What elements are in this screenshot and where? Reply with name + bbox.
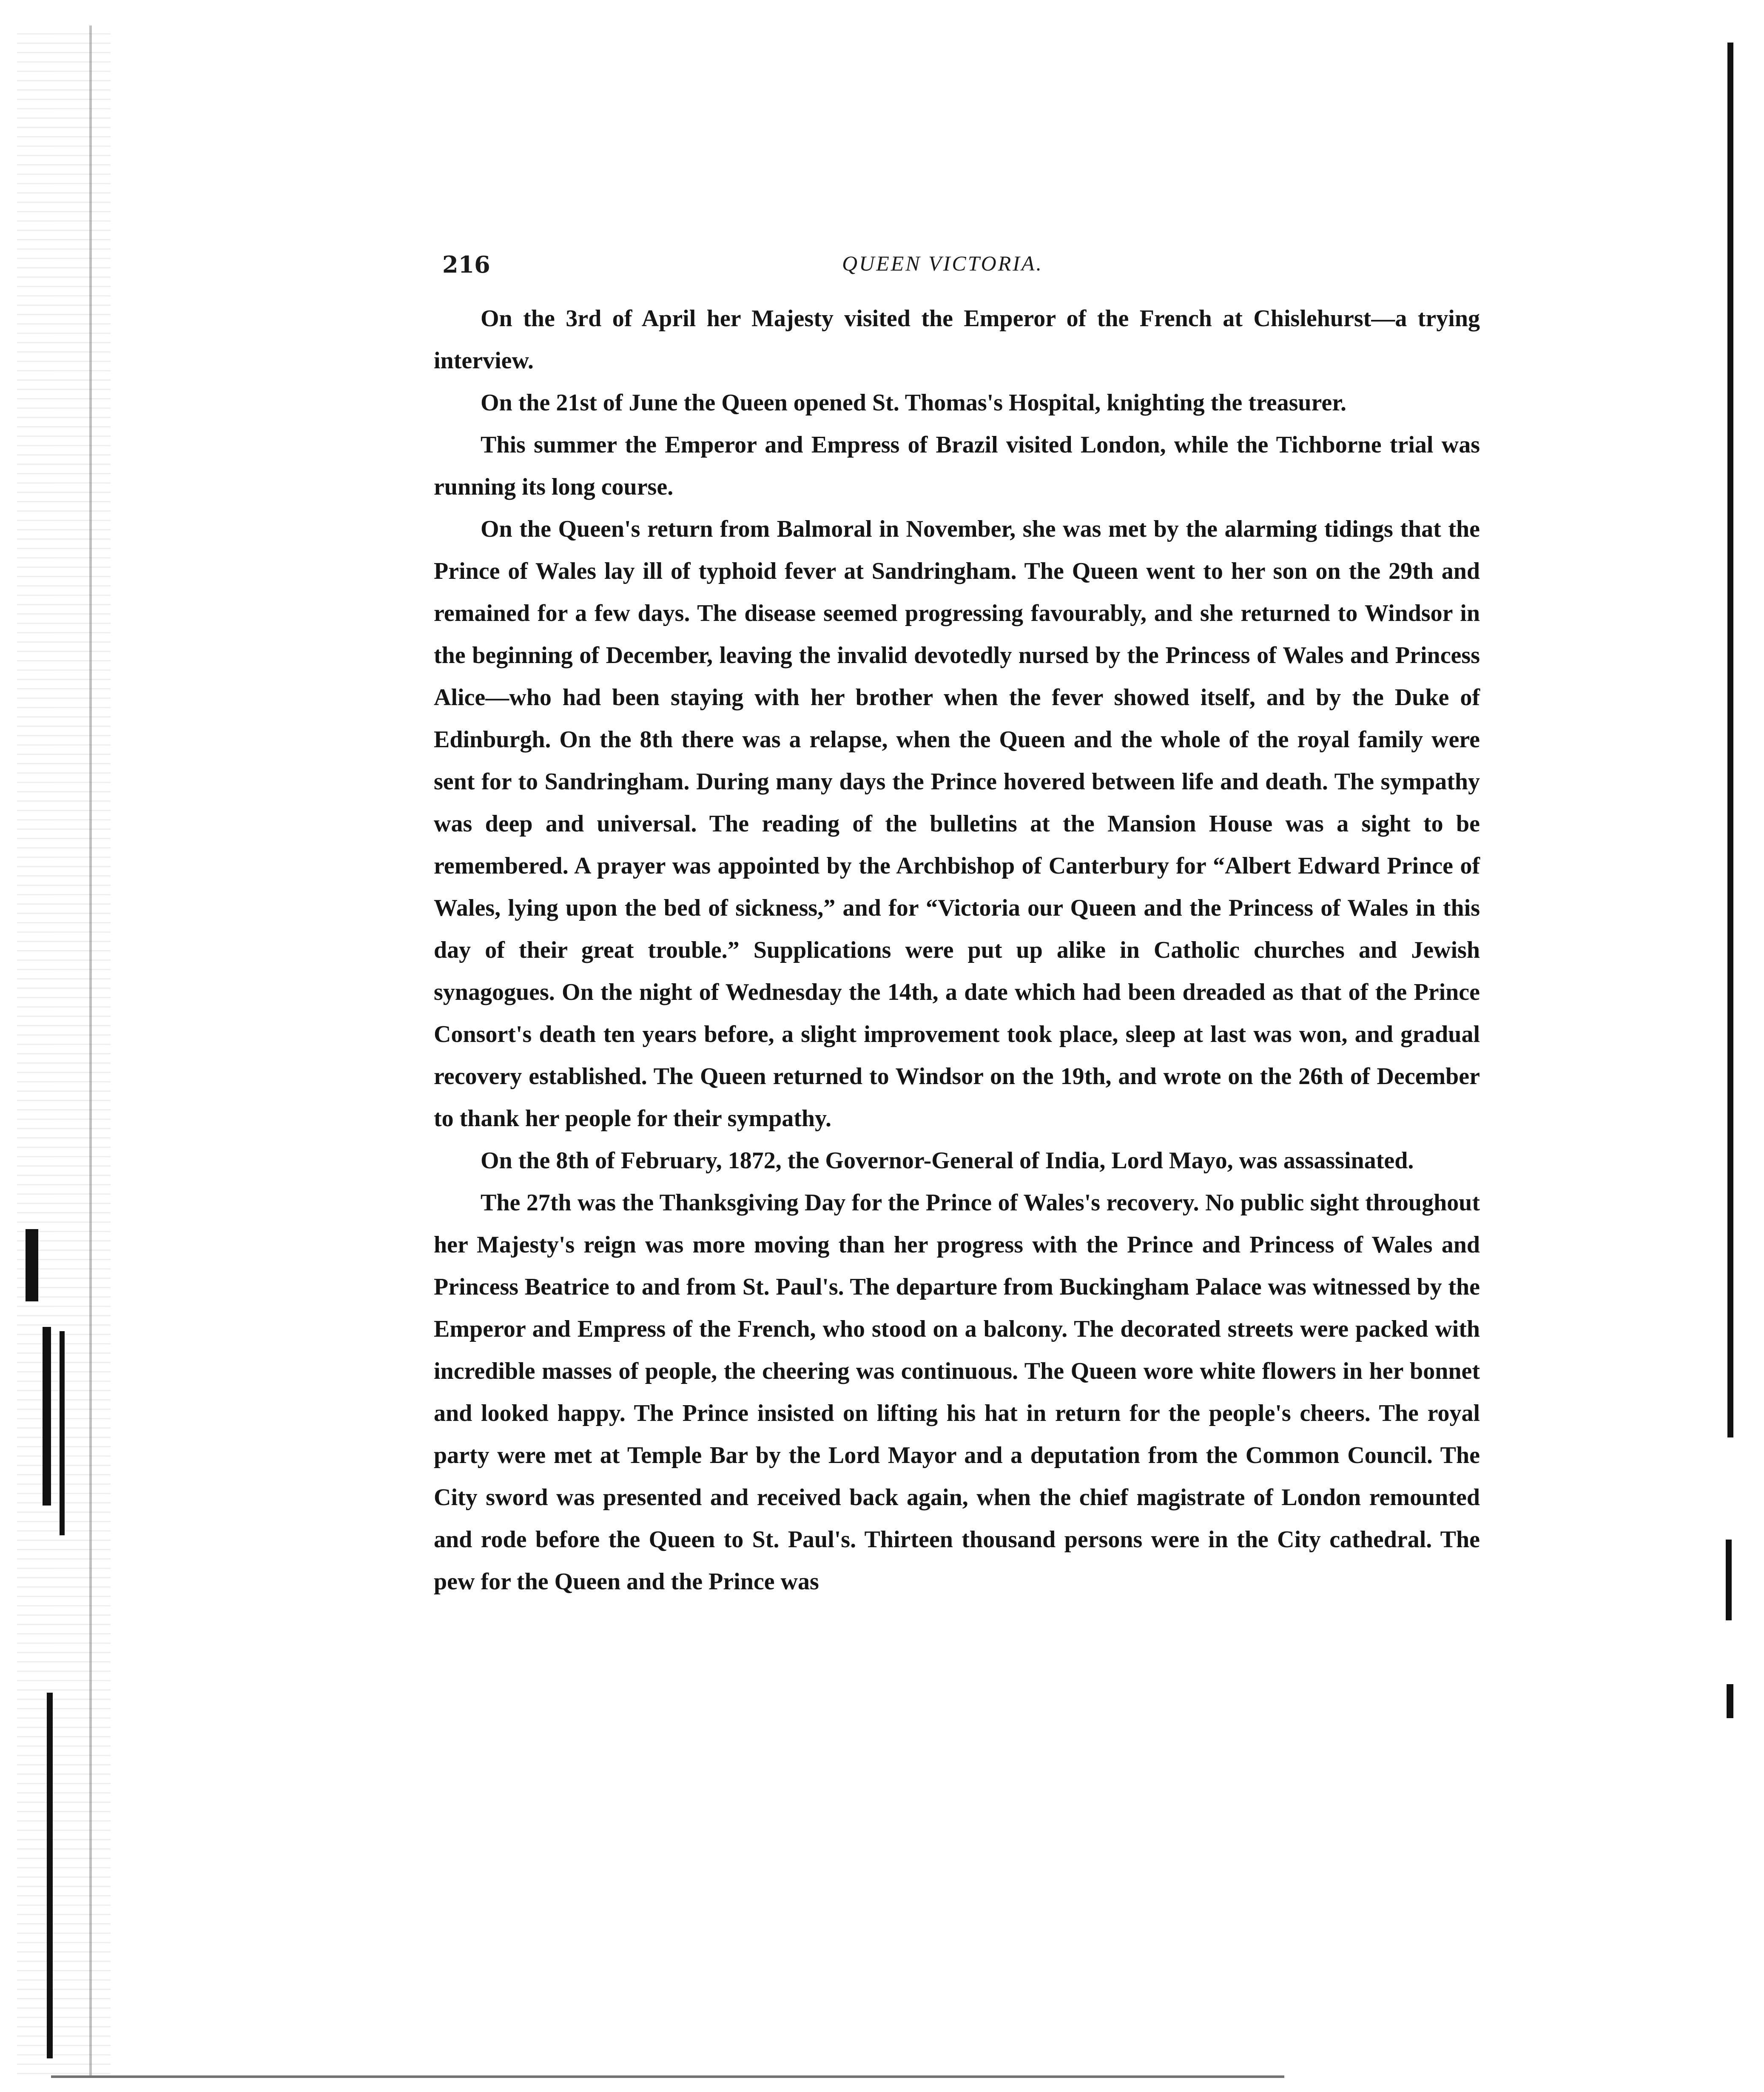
paragraph: On the 21st of June the Queen opened St. Thomas's Hospital, knighting the treasurer.	[481, 390, 1346, 416]
paragraph: The 27th was the Thanksgiving Day for the Prince of Wales's recovery. No public sight throughout her Majesty's reign was more moving than her progress with the Prince and Princess of Wales and Princess Beatrice to and from St. Paul's. The departure from Buckingham Palace was witnessed by the Emperor and Empress of the French, who stood on a balcony. The decorated streets were packed with incredible masses of people, the cheering was continuous. The Queen wore white flowers in her bonnet and looked happy. The Prince insisted on lifting his hat in return for the people's cheers. The royal party were met at Temple Bar by the Lord Mayor and a deputation from the Common Council. The City sword was presented and received back again, when the chief magistrate of London remounted and rode before the Queen to St. Paul's. Thirteen thousand persons were in the City cathedral. The pew for the Queen and the Prince was	[434, 1190, 1480, 1595]
paragraph: This summer the Emperor and Empress of Brazil visited London, while the Tichborne trial was running its long course.	[434, 432, 1480, 500]
scan-mark	[26, 1229, 38, 1301]
scan-mark	[43, 1327, 51, 1506]
running-head	[434, 251, 1480, 289]
scan-mark	[60, 1331, 65, 1535]
scan-edge-right	[1726, 1540, 1732, 1620]
scan-edge-left	[17, 26, 111, 2075]
body-text	[434, 298, 1480, 1603]
scan-edge-right	[1727, 43, 1733, 1437]
scan-edge-right	[1727, 1684, 1733, 1718]
scan-bottom-edge	[51, 2075, 1284, 2078]
paragraph: On the 3rd of April her Majesty visited the Emperor of the French at Chislehurst—a trying interview.	[434, 305, 1480, 374]
running-title: QUEEN VICTORIA.	[842, 251, 1043, 275]
scan-mark	[47, 1693, 53, 2058]
page-number: 216	[442, 251, 490, 278]
book-page	[434, 251, 1480, 1603]
paragraph: On the 8th of February, 1872, the Governor-General of India, Lord Mayo, was assassinated.	[481, 1147, 1414, 1174]
paragraph: On the Queen's return from Balmoral in November, she was met by the alarming tidings that the Prince of Wales lay ill of typhoid fever at Sandringham. The Queen went to her son on the 29th and remained for a few days. The disease seemed progressing favourably, and she returned to Windsor in the beginning of December, leaving the invalid devotedly nursed by the Princess of Wales and Princess Alice—who had been staying with her brother when the fever showed itself, and by the Duke of Edinburgh. On the 8th there was a relapse, when the Queen and the whole of the royal family were sent for to Sandringham. During many days the Prince hovered between life and death. The sympathy was deep and universal. The reading of the bulletins at the Mansion House was a sight to be remembered. A prayer was appointed by the Archbishop of Canterbury for “Albert Edward Prince of Wales, lying upon the bed of sickness,” and for “Victoria our Queen and the Princess of Wales in this day of their great trouble.” Supplications were put up alike in Catholic churches and Jewish synagogues. On the night of Wednesday the 14th, a date which had been dreaded as that of the Prince Consort's death ten years before, a slight improvement took place, sleep at last was won, and gradual recovery established. The Queen returned to Windsor on the 19th, and wrote on the 26th of December to thank her people for their sympathy.	[434, 516, 1480, 1132]
